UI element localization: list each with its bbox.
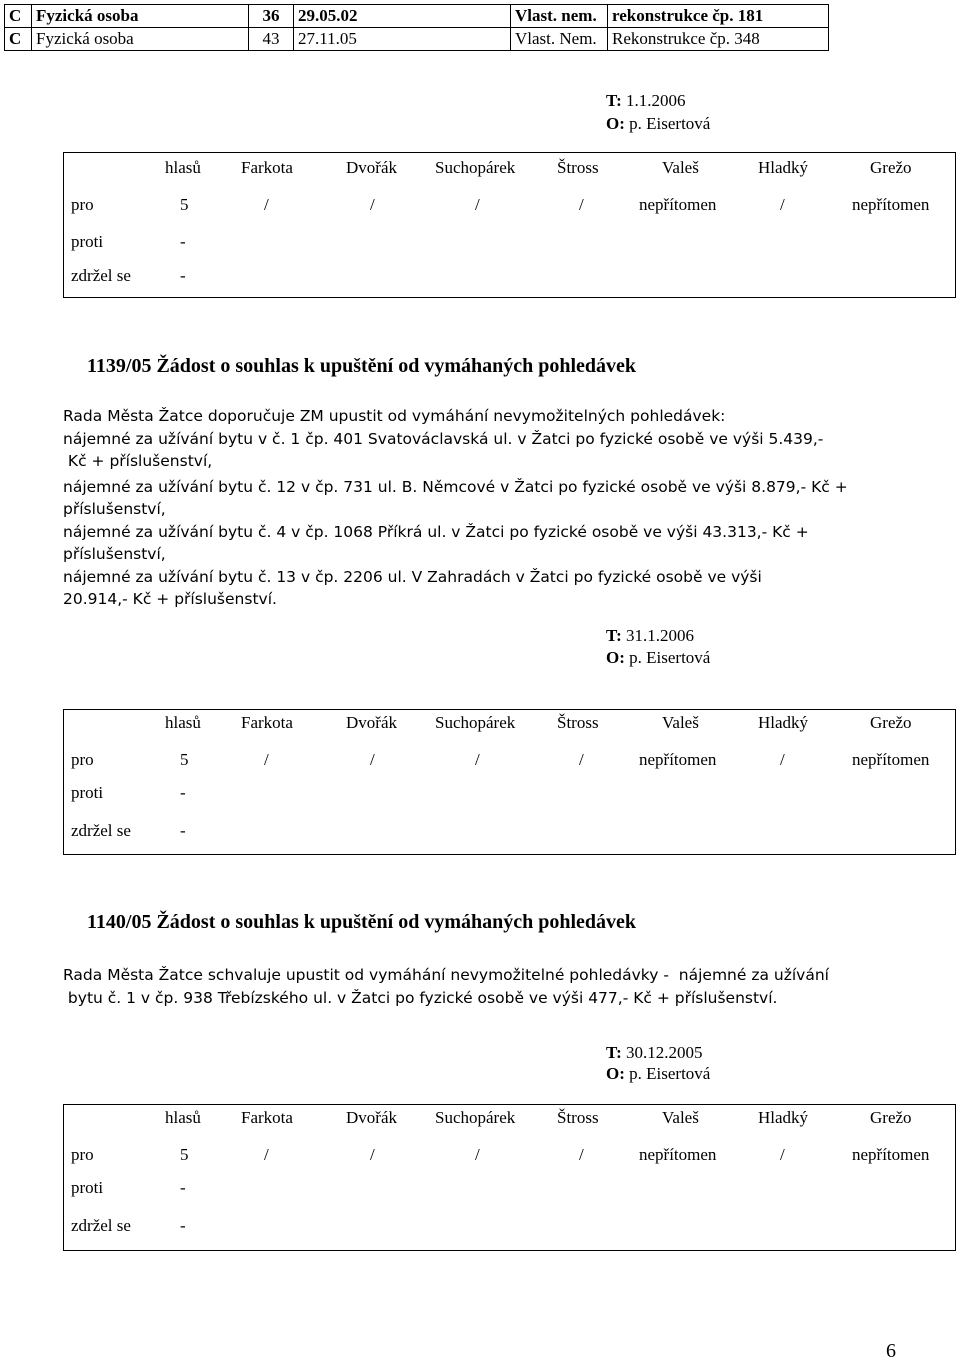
vote-cell: proti xyxy=(71,232,104,251)
vote-cell: - xyxy=(180,783,186,802)
owner-label: O: xyxy=(606,114,625,133)
vote-header-cell: Suchopárek xyxy=(435,158,516,177)
vote-header-cell: Farkota xyxy=(241,158,293,177)
owner-label: O: xyxy=(606,648,625,667)
vote-cell: pro xyxy=(71,750,94,769)
record-owner: Fyzická osoba xyxy=(32,5,249,28)
text-line: nájemné za užívání bytu v č. 1 čp. 401 Svatováclavská ul. v Žatci po fyzické osobě ve výši 5.439,- xyxy=(63,429,824,448)
vote-cell: zdržel se xyxy=(71,266,131,285)
vote-cell: nepřítomen xyxy=(852,750,930,769)
text-line: nájemné za užívání bytu č. 4 v čp. 1068 Příkrá ul. v Žatci po fyzické osobě ve výši 43.313,- Kč + xyxy=(63,522,809,541)
vote-cell: pro xyxy=(71,195,94,214)
vote-cell: / xyxy=(264,750,269,769)
table-row xyxy=(5,5,829,28)
vote-cell: / xyxy=(475,195,480,214)
vote-cell: / xyxy=(579,1145,584,1164)
term-line xyxy=(606,1042,703,1064)
record-date: 27.11.05 xyxy=(294,28,511,51)
vote-table xyxy=(63,152,956,298)
vote-cell: - xyxy=(180,1178,186,1197)
vote-header-cell: Suchopárek xyxy=(435,1108,516,1127)
vote-header-cell: Hladký xyxy=(758,158,809,177)
vote-cell: / xyxy=(370,1145,375,1164)
records-table xyxy=(4,4,829,51)
vote-cell: / xyxy=(780,1145,785,1164)
text-line: Rada Města Žatce schvaluje upustit od vymáhání nevymožitelné pohledávky - nájemné za užívání xyxy=(63,966,829,984)
vote-header-cell: Grežo xyxy=(870,713,912,732)
text-line: nájemné za užívání bytu č. 12 v čp. 731 ul. B. Němcové v Žatci po fyzické osobě ve výši 8.879,- Kč + xyxy=(63,477,848,496)
vote-cell: proti xyxy=(71,1178,104,1197)
vote-cell: zdržel se xyxy=(71,1216,131,1235)
owner-line xyxy=(606,113,710,135)
vote-cell: / xyxy=(264,1145,269,1164)
record-type: C xyxy=(5,28,32,51)
vote-cell: - xyxy=(180,266,186,285)
text-line: příslušenství, xyxy=(63,500,166,518)
vote-cell: 5 xyxy=(180,195,189,214)
vote-cell: - xyxy=(180,232,186,251)
record-description: Rekonstrukce čp. 348 xyxy=(608,28,829,51)
vote-header-cell: Suchopárek xyxy=(435,713,516,732)
vote-header-cell: Štross xyxy=(557,713,599,732)
page-number: 6 xyxy=(886,1340,896,1362)
vote-cell: / xyxy=(475,1145,480,1164)
term-value: 31.1.2006 xyxy=(626,626,694,645)
resolution-text xyxy=(63,964,829,1009)
term-line xyxy=(606,625,694,647)
vote-header-cell: Dvořák xyxy=(346,158,397,177)
resolution-heading: 1140/05 Žádost o souhlas k upuštění od vymáhaných pohledávek xyxy=(87,911,637,933)
vote-cell: proti xyxy=(71,783,104,802)
text-line: Kč + příslušenství, xyxy=(63,452,213,470)
term-label: T: xyxy=(606,1043,622,1062)
vote-cell: zdržel se xyxy=(71,821,131,840)
vote-cell: - xyxy=(180,821,186,840)
vote-cell: - xyxy=(180,1216,186,1235)
vote-cell: / xyxy=(780,750,785,769)
text-line: Rada Města Žatce doporučuje ZM upustit od vymáhání nevymožitelných pohledávek: xyxy=(63,407,726,425)
vote-header-cell: Valeš xyxy=(662,1108,699,1127)
text-line: příslušenství, xyxy=(63,545,166,563)
vote-cell: / xyxy=(370,750,375,769)
owner-line xyxy=(606,1063,710,1085)
vote-cell: nepřítomen xyxy=(639,195,717,214)
vote-header-cell: hlasů xyxy=(165,158,201,177)
vote-table xyxy=(63,1104,956,1251)
vote-header-cell: Valeš xyxy=(662,713,699,732)
owner-value: p. Eisertová xyxy=(629,114,711,133)
record-owner: Fyzická osoba xyxy=(32,28,249,51)
text-line: 20.914,- Kč + příslušenství. xyxy=(63,590,277,608)
owner-line xyxy=(606,647,710,669)
text-line: nájemné za užívání bytu č. 13 v čp. 2206 ul. V Zahradách v Žatci po fyzické osobě ve výši xyxy=(63,567,762,586)
resolution-text xyxy=(63,405,848,611)
table-row xyxy=(5,28,829,51)
text-line: bytu č. 1 v čp. 938 Třebízského ul. v Žatci po fyzické osobě ve výši 477,- Kč + příslušenství. xyxy=(63,988,778,1007)
vote-header-cell: Dvořák xyxy=(346,713,397,732)
term-label: T: xyxy=(606,626,622,645)
vote-header-cell: Štross xyxy=(557,1108,599,1127)
vote-cell: / xyxy=(579,195,584,214)
resolution-heading: 1139/05 Žádost o souhlas k upuštění od vymáhaných pohledávek xyxy=(87,355,637,377)
vote-cell: pro xyxy=(71,1145,94,1164)
vote-header-cell: hlasů xyxy=(165,713,201,732)
vote-cell: / xyxy=(475,750,480,769)
vote-header-cell: Dvořák xyxy=(346,1108,397,1127)
record-type: C xyxy=(5,5,32,28)
vote-header-cell: Grežo xyxy=(870,158,912,177)
vote-cell: nepřítomen xyxy=(639,750,717,769)
term-line xyxy=(606,90,686,112)
record-ownership: Vlast. Nem. xyxy=(511,28,608,51)
owner-value: p. Eisertová xyxy=(629,648,711,667)
vote-header-cell: hlasů xyxy=(165,1108,201,1127)
vote-cell: / xyxy=(370,195,375,214)
vote-header-cell: Farkota xyxy=(241,713,293,732)
vote-header-cell: Hladký xyxy=(758,713,809,732)
vote-header-cell: Hladký xyxy=(758,1108,809,1127)
record-date: 29.05.02 xyxy=(294,5,511,28)
vote-cell: / xyxy=(264,195,269,214)
record-ownership: Vlast. nem. xyxy=(511,5,608,28)
vote-cell: nepřítomen xyxy=(852,1145,930,1164)
owner-value: p. Eisertová xyxy=(629,1064,711,1083)
vote-cell: / xyxy=(780,195,785,214)
vote-header-cell: Farkota xyxy=(241,1108,293,1127)
term-value: 30.12.2005 xyxy=(626,1043,703,1062)
term-value: 1.1.2006 xyxy=(626,91,686,110)
vote-cell: nepřítomen xyxy=(639,1145,717,1164)
vote-header-cell: Grežo xyxy=(870,1108,912,1127)
vote-header-cell: Štross xyxy=(557,158,599,177)
record-number: 43 xyxy=(249,28,294,51)
vote-header-cell: Valeš xyxy=(662,158,699,177)
vote-table xyxy=(63,709,956,855)
vote-cell: / xyxy=(579,750,584,769)
vote-cell: 5 xyxy=(180,750,189,769)
vote-cell: nepřítomen xyxy=(852,195,930,214)
term-label: T: xyxy=(606,91,622,110)
record-description: rekonstrukce čp. 181 xyxy=(608,5,829,28)
record-number: 36 xyxy=(249,5,294,28)
vote-cell: 5 xyxy=(180,1145,189,1164)
owner-label: O: xyxy=(606,1064,625,1083)
